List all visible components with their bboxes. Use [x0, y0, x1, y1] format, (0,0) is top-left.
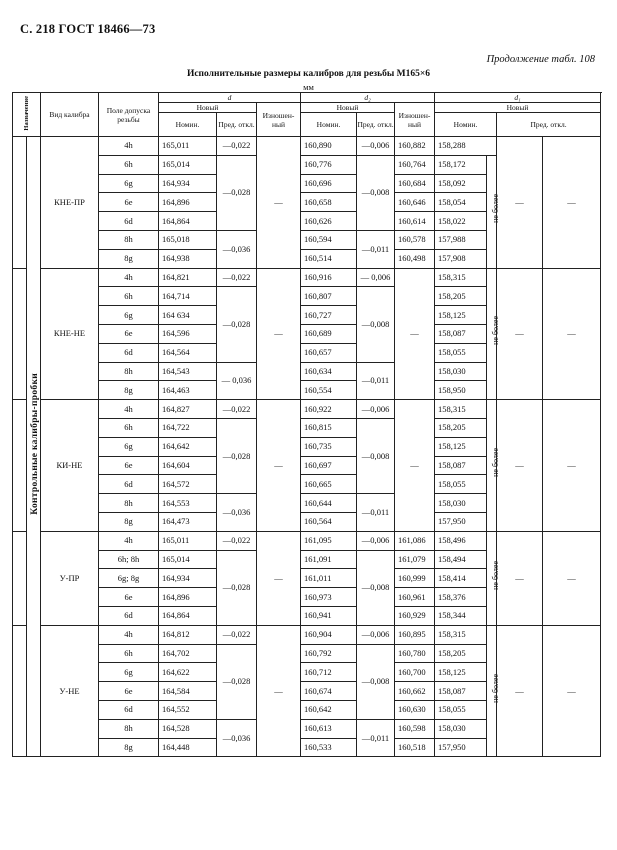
d-worn: — — [257, 268, 301, 400]
d1-worn: — — [543, 137, 601, 269]
d1-dev-header: Пред. откл. — [497, 113, 601, 137]
d1-nominal: 157,950 — [435, 738, 487, 757]
d2-nominal: 161,011 — [301, 569, 357, 588]
d1-nominal: 158,125 — [435, 306, 487, 325]
d2-nominal: 160,689 — [301, 324, 357, 343]
d2-nominal: 160,776 — [301, 155, 357, 174]
d-deviation: —0,028 — [217, 418, 257, 493]
d2-worn: 160,598 — [395, 719, 435, 738]
gauge-kind: КНЕ-ПР — [41, 137, 99, 269]
d2-nominal: 160,922 — [301, 400, 357, 419]
d1-worn: — — [543, 625, 601, 757]
d-nominal: 164,702 — [159, 644, 217, 663]
gauge-kind: КИ-НЕ — [41, 400, 99, 532]
d1-nominal: 158,022 — [435, 212, 487, 231]
d-nominal: 164,463 — [159, 381, 217, 400]
d1-deviation: — — [497, 268, 543, 400]
d2-worn: 160,929 — [395, 606, 435, 625]
tolerance-field: 6h — [99, 155, 159, 174]
d2-worn: 160,684 — [395, 174, 435, 193]
d2-deviation: —0,008 — [357, 155, 395, 230]
tolerance-field: 4h — [99, 400, 159, 419]
tolerance-field: 6e — [99, 682, 159, 701]
purpose-header: Назначение — [13, 93, 41, 137]
gauge-kind: У-ПР — [41, 531, 99, 625]
tolerance-field: 6e — [99, 456, 159, 475]
d-nominal: 165,011 — [159, 531, 217, 550]
d1-nominal: 158,087 — [435, 456, 487, 475]
d-nominal: 164,448 — [159, 738, 217, 757]
d-nominal: 164,934 — [159, 569, 217, 588]
d-deviation: —0,022 — [217, 400, 257, 419]
gauge-kind: КНЕ-НЕ — [41, 268, 99, 400]
d2-worn: 160,646 — [395, 193, 435, 212]
d-nominal: 164,722 — [159, 418, 217, 437]
d2-nominal: 160,735 — [301, 437, 357, 456]
tolerance-field: 6d — [99, 343, 159, 362]
table-units: мм — [303, 82, 314, 92]
d-deviation: —0,022 — [217, 625, 257, 644]
tolerance-field: 6e — [99, 588, 159, 607]
group-spacer — [13, 137, 27, 269]
d-worn: — — [257, 531, 301, 625]
d2-worn: 160,961 — [395, 588, 435, 607]
tolerance-field: 6g — [99, 306, 159, 325]
d2-deviation: —0,011 — [357, 719, 395, 757]
d2-worn: 160,518 — [395, 738, 435, 757]
tolerance-field: 6d — [99, 475, 159, 494]
d-deviation: —0,022 — [217, 531, 257, 550]
d2-worn: 160,630 — [395, 700, 435, 719]
group-label: Контрольные калибры-пробки — [27, 137, 41, 757]
tolerance-field: 4h — [99, 137, 159, 156]
d2-worn: 160,498 — [395, 249, 435, 268]
d-nominal: 164,642 — [159, 437, 217, 456]
d2-worn: 160,895 — [395, 625, 435, 644]
d-deviation: — 0,036 — [217, 362, 257, 400]
d2-nominal: 160,916 — [301, 268, 357, 287]
tolerance-field: 6g — [99, 174, 159, 193]
d1-nominal: 158,125 — [435, 663, 487, 682]
d1-nominal: 158,315 — [435, 268, 487, 287]
d2-nominal: 160,634 — [301, 362, 357, 381]
d1-limit-note: не более — [487, 531, 497, 625]
d2-worn: 160,700 — [395, 663, 435, 682]
d2-worn: 160,614 — [395, 212, 435, 231]
d2-nominal: 160,514 — [301, 249, 357, 268]
d-nominal: 164,896 — [159, 193, 217, 212]
d-nominal: 164 634 — [159, 306, 217, 325]
d1-nominal: 158,092 — [435, 174, 487, 193]
d1-nominal: 158,376 — [435, 588, 487, 607]
tolerance-field: 6d — [99, 606, 159, 625]
group-spacer — [13, 531, 27, 625]
d1-nominal: 158,030 — [435, 719, 487, 738]
d2-nominal: 160,696 — [301, 174, 357, 193]
d1-nominal: 158,087 — [435, 682, 487, 701]
d2-deviation: —0,008 — [357, 418, 395, 493]
tolerance-field: 8h — [99, 230, 159, 249]
d-nominal: 164,938 — [159, 249, 217, 268]
d1-nominal: 158,054 — [435, 193, 487, 212]
d-worn-header: Изношен-ный — [257, 103, 301, 137]
d1-deviation: — — [497, 400, 543, 532]
d2-nominal: 160,697 — [301, 456, 357, 475]
d2-worn: 160,764 — [395, 155, 435, 174]
d1-worn: — — [543, 268, 601, 400]
d2-nominal: 160,815 — [301, 418, 357, 437]
d-nominal: 164,864 — [159, 606, 217, 625]
d-nominal: 164,812 — [159, 625, 217, 644]
d-worn: — — [257, 137, 301, 269]
group-spacer — [13, 625, 41, 757]
d1-nominal: 158,205 — [435, 287, 487, 306]
d2-nominal: 160,626 — [301, 212, 357, 231]
d2-nominal: 160,890 — [301, 137, 357, 156]
d2-deviation: —0,011 — [357, 494, 395, 532]
tolerance-field: 8h — [99, 362, 159, 381]
d2-header: d₂ — [301, 93, 435, 103]
tolerance-field: 6h — [99, 287, 159, 306]
d2-nominal: 160,658 — [301, 193, 357, 212]
tolerance-field: 6d — [99, 700, 159, 719]
d-worn: — — [257, 400, 301, 532]
d-nominal: 165,011 — [159, 137, 217, 156]
d1-nominal: 158,315 — [435, 625, 487, 644]
d2-nominal: 160,727 — [301, 306, 357, 325]
d2-nominal: 160,594 — [301, 230, 357, 249]
gauge-dimensions-table — [12, 92, 601, 757]
d1-nominal: 158,172 — [435, 155, 487, 174]
d-deviation: —0,036 — [217, 494, 257, 532]
d2-worn: 160,882 — [395, 137, 435, 156]
d1-nominal: 158,205 — [435, 644, 487, 663]
d-nominal: 164,896 — [159, 588, 217, 607]
tolerance-field: 6g; 8g — [99, 569, 159, 588]
d2-nominal: 160,613 — [301, 719, 357, 738]
d1-nom-header: Номин. — [435, 113, 497, 137]
table-continuation-label: Продолжение табл. 108 — [486, 54, 595, 65]
table-row — [13, 531, 601, 550]
d-nominal: 164,821 — [159, 268, 217, 287]
d2-nominal: 160,657 — [301, 343, 357, 362]
d-nominal: 164,596 — [159, 324, 217, 343]
d1-worn: — — [543, 400, 601, 532]
d-nominal: 164,528 — [159, 719, 217, 738]
d1-deviation: — — [497, 531, 543, 625]
d2-deviation: —0,008 — [357, 287, 395, 362]
d1-nominal: 157,988 — [435, 230, 487, 249]
d2-worn: — — [395, 268, 435, 400]
tolerance-field: 8g — [99, 738, 159, 757]
d2-worn: 161,079 — [395, 550, 435, 569]
table-row — [13, 137, 601, 156]
d1-limit-note: не более — [487, 400, 497, 532]
group-spacer — [13, 268, 27, 400]
d1-nominal: 158,125 — [435, 437, 487, 456]
table-body — [13, 137, 601, 757]
d2-deviation: —0,011 — [357, 362, 395, 400]
d-nominal: 164,604 — [159, 456, 217, 475]
d1-nominal: 158,950 — [435, 381, 487, 400]
d2-nominal: 160,712 — [301, 663, 357, 682]
d2-deviation: —0,006 — [357, 400, 395, 419]
d-nominal: 164,552 — [159, 700, 217, 719]
d-nominal: 165,014 — [159, 155, 217, 174]
tolerance-field: 6g — [99, 663, 159, 682]
d1-nominal: 158,344 — [435, 606, 487, 625]
d-deviation: —0,036 — [217, 230, 257, 268]
d-deviation: —0,022 — [217, 268, 257, 287]
table-row — [13, 625, 601, 644]
d2-worn: 160,662 — [395, 682, 435, 701]
d2-deviation: —0,011 — [357, 230, 395, 268]
tolerance-field: 8g — [99, 249, 159, 268]
d-deviation: —0,022 — [217, 137, 257, 156]
d1-nominal: 158,315 — [435, 400, 487, 419]
d-deviation: —0,028 — [217, 155, 257, 230]
tolerance-field: 6e — [99, 324, 159, 343]
d-nominal: 164,543 — [159, 362, 217, 381]
d2-worn: 160,780 — [395, 644, 435, 663]
d1-limit-note: не более — [487, 268, 497, 400]
tolerance-field: 6e — [99, 193, 159, 212]
gauge-kind: У-НЕ — [41, 625, 99, 757]
tolerance-field: 6h; 8h — [99, 550, 159, 569]
d2-deviation: —0,006 — [357, 531, 395, 550]
d1-nominal: 158,030 — [435, 494, 487, 513]
tolerance-field: 8h — [99, 719, 159, 738]
d1-nominal: 158,288 — [435, 137, 497, 156]
d-nom-header: Номин. — [159, 113, 217, 137]
tolerance-field-header: Поле допуска резьбы — [99, 93, 159, 137]
d-nominal: 164,714 — [159, 287, 217, 306]
d-new-header: Новый — [159, 103, 257, 113]
d-nominal: 164,827 — [159, 400, 217, 419]
d1-nominal: 158,496 — [435, 531, 487, 550]
d1-nominal: 157,908 — [435, 249, 487, 268]
d2-deviation: —0,008 — [357, 644, 395, 719]
d1-new-header: Новый — [435, 103, 601, 113]
d2-worn: — — [395, 400, 435, 532]
d-dev-header: Пред. откл. — [217, 113, 257, 137]
d-nominal: 164,553 — [159, 494, 217, 513]
d2-nominal: 161,095 — [301, 531, 357, 550]
d-nominal: 164,622 — [159, 663, 217, 682]
d2-worn: 160,999 — [395, 569, 435, 588]
tolerance-field: 6d — [99, 212, 159, 231]
d1-limit-note: не более — [487, 155, 497, 268]
table-row — [13, 268, 601, 287]
d2-nominal: 160,564 — [301, 512, 357, 531]
d1-nominal: 158,494 — [435, 550, 487, 569]
table-title: Исполнительные размеры калибров для резьбы М165×6 — [186, 69, 431, 79]
d1-limit-note: не более — [487, 625, 497, 757]
d2-nominal: 160,674 — [301, 682, 357, 701]
tolerance-field: 4h — [99, 268, 159, 287]
d2-new-header: Новый — [301, 103, 395, 113]
d1-nominal: 158,205 — [435, 418, 487, 437]
d2-deviation: —0,006 — [357, 625, 395, 644]
tolerance-field: 6g — [99, 437, 159, 456]
d-nominal: 164,572 — [159, 475, 217, 494]
d1-nominal: 158,055 — [435, 343, 487, 362]
d2-nominal: 160,644 — [301, 494, 357, 513]
d-deviation: —0,028 — [217, 550, 257, 625]
d1-nominal: 157,950 — [435, 512, 487, 531]
d2-deviation: —0,008 — [357, 550, 395, 625]
tolerance-field: 8g — [99, 512, 159, 531]
tolerance-field: 4h — [99, 625, 159, 644]
tolerance-field: 6h — [99, 418, 159, 437]
d2-worn: 160,578 — [395, 230, 435, 249]
d2-nom-header: Номин. — [301, 113, 357, 137]
d-header: d — [159, 93, 301, 103]
table-row — [13, 400, 601, 419]
d1-worn: — — [543, 531, 601, 625]
d2-nominal: 161,091 — [301, 550, 357, 569]
d1-nominal: 158,030 — [435, 362, 487, 381]
d1-deviation: — — [497, 625, 543, 757]
d2-nominal: 160,941 — [301, 606, 357, 625]
d1-deviation: — — [497, 137, 543, 269]
d2-nominal: 160,807 — [301, 287, 357, 306]
d2-worn: 161,086 — [395, 531, 435, 550]
d-nominal: 164,584 — [159, 682, 217, 701]
d2-nominal: 160,973 — [301, 588, 357, 607]
group-spacer — [13, 400, 27, 532]
tolerance-field: 6h — [99, 644, 159, 663]
d-worn: — — [257, 625, 301, 757]
d-deviation: —0,036 — [217, 719, 257, 757]
table-header — [13, 93, 601, 137]
d2-nominal: 160,665 — [301, 475, 357, 494]
d-deviation: —0,028 — [217, 287, 257, 362]
d2-deviation: — 0,006 — [357, 268, 395, 287]
d2-nominal: 160,904 — [301, 625, 357, 644]
d2-nominal: 160,533 — [301, 738, 357, 757]
tolerance-field: 8g — [99, 381, 159, 400]
d1-nominal: 158,087 — [435, 324, 487, 343]
tolerance-field: 4h — [99, 531, 159, 550]
d-nominal: 165,018 — [159, 230, 217, 249]
page-header: С. 218 ГОСТ 18466—73 — [20, 22, 156, 36]
d2-nominal: 160,792 — [301, 644, 357, 663]
d2-nominal: 160,642 — [301, 700, 357, 719]
d2-dev-header: Пред. откл. — [357, 113, 395, 137]
d2-deviation: —0,006 — [357, 137, 395, 156]
d2-worn-header: Изношен-ный — [395, 103, 435, 137]
d2-nominal: 160,554 — [301, 381, 357, 400]
d1-nominal: 158,414 — [435, 569, 487, 588]
d-deviation: —0,028 — [217, 644, 257, 719]
tolerance-field: 8h — [99, 494, 159, 513]
d-nominal: 164,934 — [159, 174, 217, 193]
gauge-kind-header: Вид калибра — [41, 93, 99, 137]
d1-nominal: 158,055 — [435, 700, 487, 719]
d-nominal: 164,864 — [159, 212, 217, 231]
d-nominal: 164,564 — [159, 343, 217, 362]
d-nominal: 164,473 — [159, 512, 217, 531]
d1-header: d₁ — [435, 93, 601, 103]
d-nominal: 165,014 — [159, 550, 217, 569]
d1-nominal: 158,055 — [435, 475, 487, 494]
